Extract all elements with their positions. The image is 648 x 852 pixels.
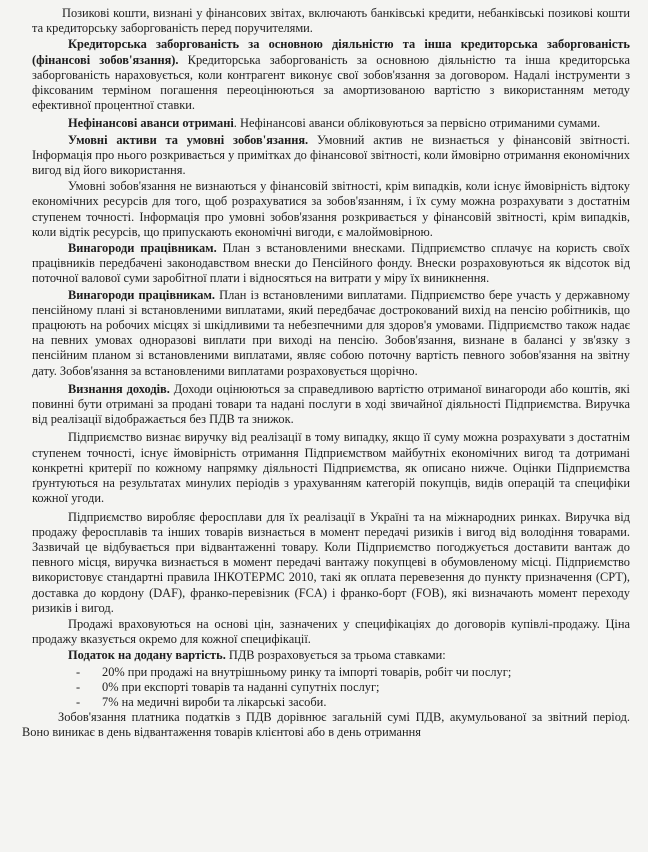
paragraph-contingent: Умовні активи та умовні зобов'язання. Умовний актив не визнається у фінансовій звітності. Інформація про нього розкривається у примітках до фінансової звітності, коли ймовірно отримання економічних вигод від його використання.	[32, 132, 630, 178]
paragraph-sales-prices: Продажі враховуються на основі цін, зазначених у специфікаціях до договорів купівлі-продажу. Ціна продажу вказується окремо для кожної специфікації.	[32, 616, 630, 647]
paragraph-employee-contrib: Винагороди працівникам. План з встановленими внесками. Підприємство сплачує на користь своїх працівників передбачені законодавством внески до Пенсійного фонду. Внески розраховуються як відсоток від поточної валової суми заробітної плати і відносяться на витрати у міру їх виникнення.	[32, 241, 631, 286]
paragraph-revenue: Визнання доходів. Доходи оцінюються за справедливою вартістю отриманої винагороди або коштів, які повинні бути отримані за продані товари та надані послуги в ході звичайної діяльності Підприємства. Виручка від реалізації відображається без ПДВ та знижок.	[32, 381, 630, 427]
paragraph-vat: Податок на додану вартість. ПДВ розраховується за трьома ставками:	[68, 648, 446, 663]
paragraph-borrowings: Позикові кошти, визнані у фінансових звітах, включають банківські кредити, небанківські позикові кошти та кредиторську заборгованість перед поручителями.	[32, 6, 630, 36]
list-item: - 20% при продажі на внутрішньому ринку та імпорті товарів, робіт чи послуг;	[76, 665, 630, 680]
heading-employee-contrib: Винагороди працівникам.	[68, 241, 217, 256]
paragraph-revenue-criteria: Підприємство визнає виручку від реалізації в тому випадку, якщо її суму можна розрахувати з достатнім ступенем точності, існує ймовірність отримання Підприємством майбутніх економічних вигод та дотримані конкретні критерії по кожному напрямку діяльності Підприємства, як описано нижче. Оцінки Підприємства ґрунтуються на результатах минулих періодів з урахуванням категорій покупців, видів операцій та специфіки кожної угоди.	[32, 430, 630, 506]
paragraph-ferroalloys: Підприємство виробляє феросплави для їх реалізації в Україні та на міжнародних ринках. Виручка від продажу феросплавів та інших товарів визнається в момент передачі ризиків і вигод від володіння товарами. Зазвичай це відбувається при відвантаженні товару. Коли Підприємство погоджується доставити вантаж до певного місця, виручка визнається в момент передачі вантажу покупцеві в обумовленому місці. Підприємство використовує стандартні правила ІНКОТЕРМС 2010, такі як оплата перевезення до пункту призначення (CPT), доставка до кордону (DAF), франко-перевізник (FCA) і франко-борт (FOB), які визначають момент переходу ризиків і вигод.	[32, 509, 630, 615]
heading-advances: Нефінансові аванси отримані	[68, 116, 234, 131]
paragraph-vat-liability: Зобов'язання платника податків з ПДВ дорівнює загальній сумі ПДВ, акумульованої за звітний період. Воно виникає в день відвантаження товарів клієнтові або в день отримання	[22, 710, 630, 740]
vat-rates-list	[32, 665, 630, 711]
heading-contingent: Умовні активи та умовні зобов'язання.	[68, 132, 309, 147]
heading-vat: Податок на додану вартість.	[68, 648, 226, 663]
heading-employee-benefits: Винагороди працівникам.	[68, 287, 215, 302]
paragraph-contingent-liabilities: Умовні зобов'язання не визнаються у фінансовій звітності, крім випадків, коли існує ймовірність відтоку економічних ресурсів для того, щоб розрахуватися за зобов'язанням, і їх суму можна розрахувати з достатнім ступенем точності. Інформація про умовні зобов'язання розкривається у фінансовій звітності, крім випадків, коли відтік ресурсів, що припускають економічні вигоди, є малоймовірною.	[32, 179, 630, 239]
paragraph-advances: Нефінансові аванси отримані. Нефінансові аванси обліковуються за первісно отриманими сумами.	[68, 116, 601, 131]
heading-revenue: Визнання доходів.	[68, 381, 170, 396]
list-item: - 7% на медичні вироби та лікарські засоби.	[76, 695, 630, 710]
heading-payables: Кредиторська заборгованість за основною діяльністю та інша кредиторська заборгованість (фінансові зобов'язання).	[32, 37, 630, 67]
list-item: - 0% при експорті товарів та наданні супутніх послуг;	[76, 680, 630, 695]
paragraph-payables: Кредиторська заборгованість за основною діяльністю та інша кредиторська заборгованість (фінансові зобов'язання). Кредиторська заборгованість за основною діяльністю та інша кредиторська заборгованість нараховується, коли контрагент виконує свої зобов'язання за договором. Надалі інструменти з фіксованим терміном погашення переоцінюються за амортизованою вартістю з використанням методу ефективної процентної ставки.	[32, 37, 630, 113]
paragraph-employee-benefits: Винагороди працівникам. План із встановленими виплатами. Підприємство бере участь у державному пенсійному плані зі встановленими виплатами, який передбачає дострокований вихід на пенсію робітників, що працюють на робочих місцях зі шкідливими та небезпечними для здоров'я умовами. Підприємство також надає на певних умовах одноразові виплати при виході на пенсію. Зобов'язання, визнане в балансі у зв'язку з пенсійним планом зі встановленими виплатами, являє собою поточну вартість певного зобов'язання на звітну дату. Зобов'язання за встановленими виплатами розраховується щорічно.	[32, 287, 630, 378]
